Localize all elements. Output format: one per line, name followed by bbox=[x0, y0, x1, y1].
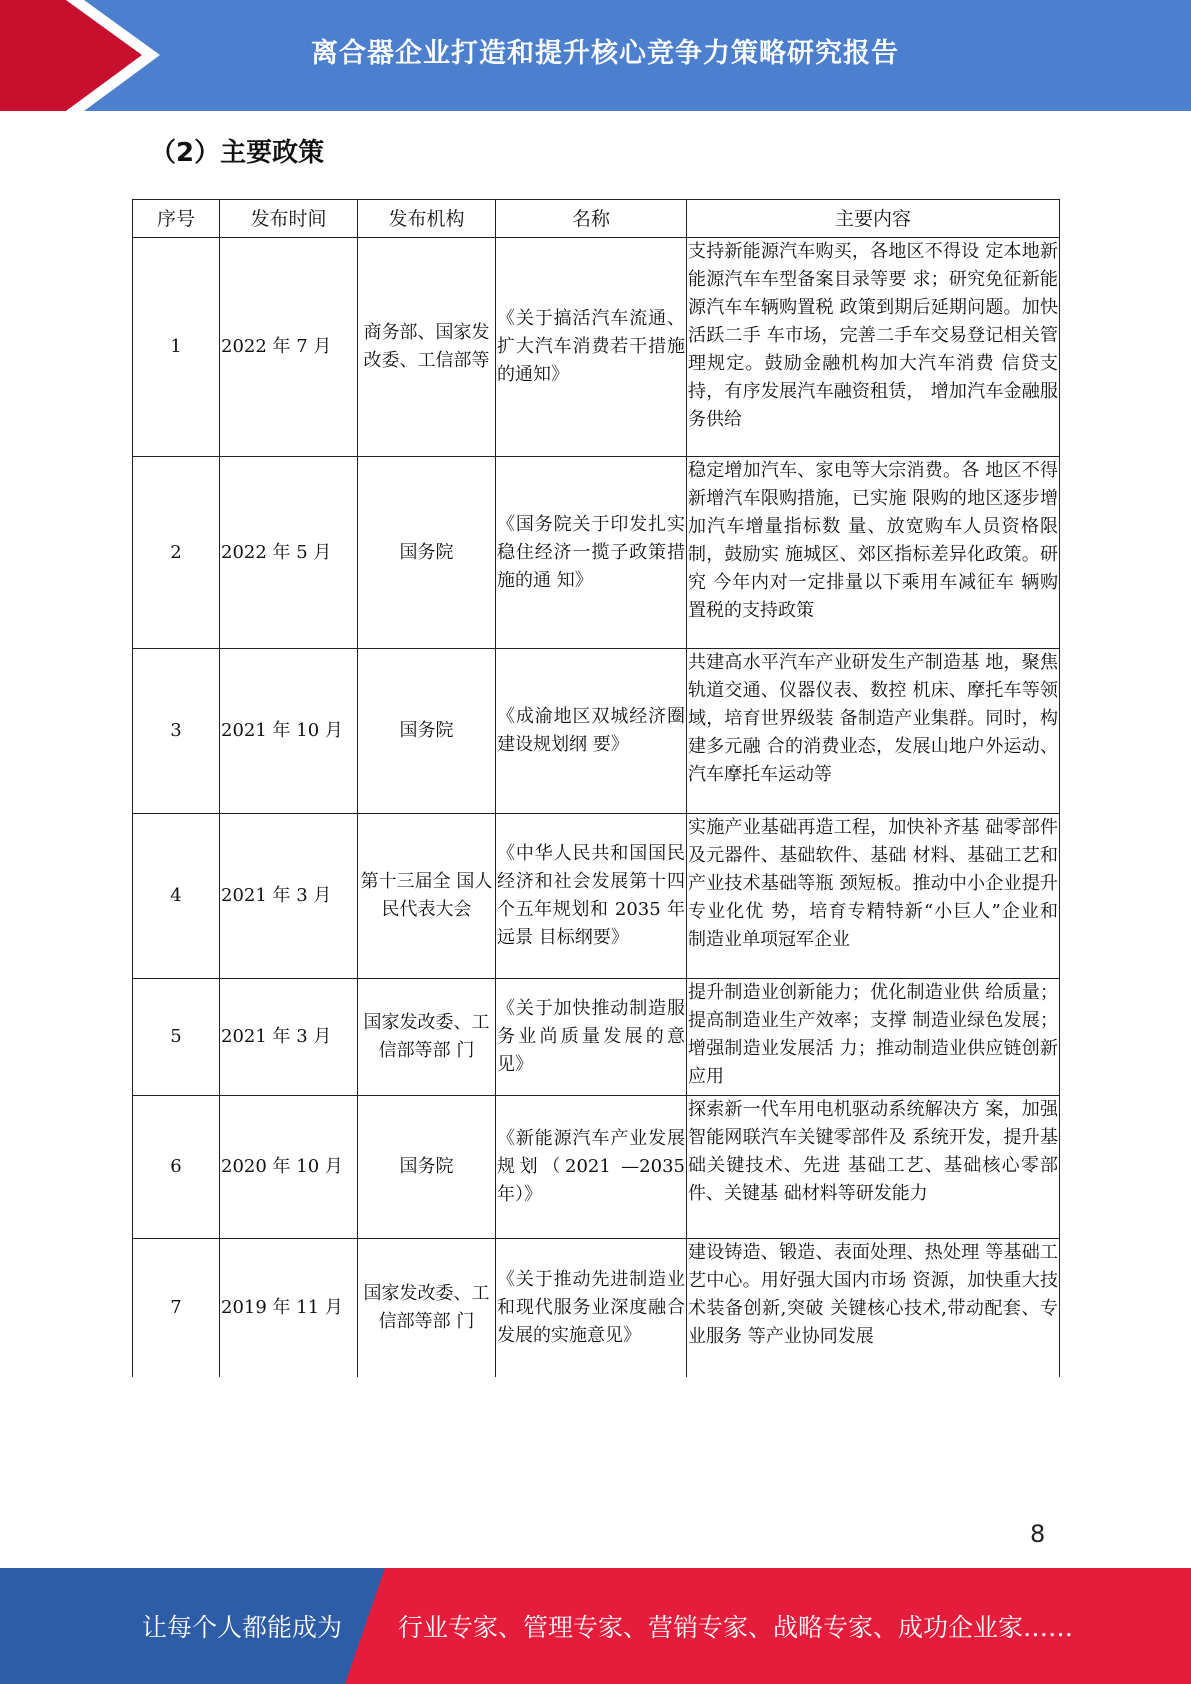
report-title: 离合器企业打造和提升核心竞争力策略研究报告 bbox=[311, 37, 899, 69]
row-name: 《国务院关于印发扎实稳住经济一揽子政策措施的通 知》 bbox=[496, 457, 687, 649]
table-row bbox=[133, 457, 1060, 649]
row-org: 商务部、国家发改委、工信部等 bbox=[358, 238, 496, 457]
row-date: 2020 年 10 月 bbox=[220, 1096, 358, 1239]
table-row bbox=[133, 238, 1060, 457]
row-name: 《关于推动先进制造业和现代服务业深度融合发展的实施意见》 bbox=[496, 1239, 687, 1377]
row-date: 2021 年 3 月 bbox=[220, 979, 358, 1096]
row-date: 2019 年 11 月 bbox=[220, 1239, 358, 1377]
table-row bbox=[133, 1096, 1060, 1239]
row-content: 支持新能源汽车购买，各地区不得设 定本地新能源汽车车型备案目录等要 求；研究免征新能源汽车车辆购置税 政策到期后延期问题。加快活跃二手 车市场，完善二手车交易登记相关管 理规定。鼓励金融机构加大汽车消费 信贷支持，有序发展汽车融资租赁， 增加汽车金融服务供给 bbox=[687, 238, 1060, 457]
footer-slogan-left: 让每个人都能成为 bbox=[142, 1613, 343, 1642]
header-org: 发布机构 bbox=[358, 200, 496, 238]
row-num: 4 bbox=[133, 814, 220, 979]
table-row bbox=[133, 979, 1060, 1096]
row-org: 国家发改委、工信部等部 门 bbox=[358, 1239, 496, 1377]
footer-slogan-right: 行业专家、管理专家、营销专家、战略专家、成功企业家…… bbox=[398, 1613, 1074, 1642]
row-name: 《新能源汽车产业发展规划（2021 —2035 年）》 bbox=[496, 1096, 687, 1239]
row-name: 《关于搞活汽车流通、扩大汽车消费若干措施的通知》 bbox=[496, 238, 687, 457]
row-num: 1 bbox=[133, 238, 220, 457]
row-content: 建设铸造、锻造、表面处理、热处理 等基础工艺中心。用好强大国内市场 资源，加快重大技术装备创新,突破 关键核心技术,带动配套、专业服务 等产业协同发展 bbox=[687, 1239, 1060, 1377]
row-content: 实施产业基础再造工程，加快补齐基 础零部件及元器件、基础软件、基础 材料、基础工艺和产业技术基础等瓶 颈短板。推动中小企业提升专业化优 势，培育专精特新“小巨人”企业和 制造业单项冠军企业 bbox=[687, 814, 1060, 979]
page-number: 8 bbox=[1030, 1520, 1046, 1548]
header-arrow-decoration bbox=[0, 0, 160, 111]
policy-table bbox=[132, 199, 1060, 1377]
row-content: 探索新一代车用电机驱动系统解决方 案，加强智能网联汽车关键零部件及 系统开发，提升基础关键技术、先进 基础工艺、基础核心零部件、关键基 础材料等研发能力 bbox=[687, 1096, 1060, 1239]
row-name: 《关于加快推动制造服务业尚质量发展的意见》 bbox=[496, 979, 687, 1096]
row-date: 2022 年 7 月 bbox=[220, 238, 358, 457]
row-org: 国务院 bbox=[358, 457, 496, 649]
row-content: 共建高水平汽车产业研发生产制造基 地，聚焦轨道交通、仪器仪表、数控 机床、摩托车等领域，培育世界级装 备制造产业集群。同时，构建多元融 合的消费业态，发展山地户外运动、 汽车摩托车运动等 bbox=[687, 649, 1060, 814]
row-num: 5 bbox=[133, 979, 220, 1096]
row-num: 7 bbox=[133, 1239, 220, 1377]
page-footer bbox=[0, 1568, 1191, 1684]
section-title: （2）主要政策 bbox=[150, 138, 325, 168]
header-num: 序号 bbox=[133, 200, 220, 238]
header-name: 名称 bbox=[496, 200, 687, 238]
row-content: 提升制造业创新能力；优化制造业供 给质量；提高制造业生产效率；支撑 制造业绿色发展；增强制造业发展活 力；推动制造业供应链创新应用 bbox=[687, 979, 1060, 1096]
row-num: 2 bbox=[133, 457, 220, 649]
row-org: 国家发改委、工信部等部 门 bbox=[358, 979, 496, 1096]
table-header-row bbox=[133, 200, 1060, 238]
row-name: 《成渝地区双城经济圈建设规划纲 要》 bbox=[496, 649, 687, 814]
row-date: 2022 年 5 月 bbox=[220, 457, 358, 649]
row-name: 《中华人民共和国国民经济和社会发展第十四个五年规划和 2035 年远景 目标纲要》 bbox=[496, 814, 687, 979]
header-content: 主要内容 bbox=[687, 200, 1060, 238]
row-date: 2021 年 3 月 bbox=[220, 814, 358, 979]
header-date: 发布时间 bbox=[220, 200, 358, 238]
row-date: 2021 年 10 月 bbox=[220, 649, 358, 814]
row-org: 国务院 bbox=[358, 1096, 496, 1239]
row-org: 国务院 bbox=[358, 649, 496, 814]
table-row bbox=[133, 814, 1060, 979]
table-row bbox=[133, 1239, 1060, 1377]
row-num: 6 bbox=[133, 1096, 220, 1239]
row-content: 稳定增加汽车、家电等大宗消费。各 地区不得新增汽车限购措施，已实施 限购的地区逐步增加汽车增量指标数 量、放宽购车人员资格限制，鼓励实 施城区、郊区指标差异化政策。研究 今年内对一定排量以下乘用车减征车 辆购置税的支持政策 bbox=[687, 457, 1060, 649]
row-org: 第十三届全 国人民代表大会 bbox=[358, 814, 496, 979]
page-header bbox=[0, 0, 1191, 111]
row-num: 3 bbox=[133, 649, 220, 814]
table-row bbox=[133, 649, 1060, 814]
